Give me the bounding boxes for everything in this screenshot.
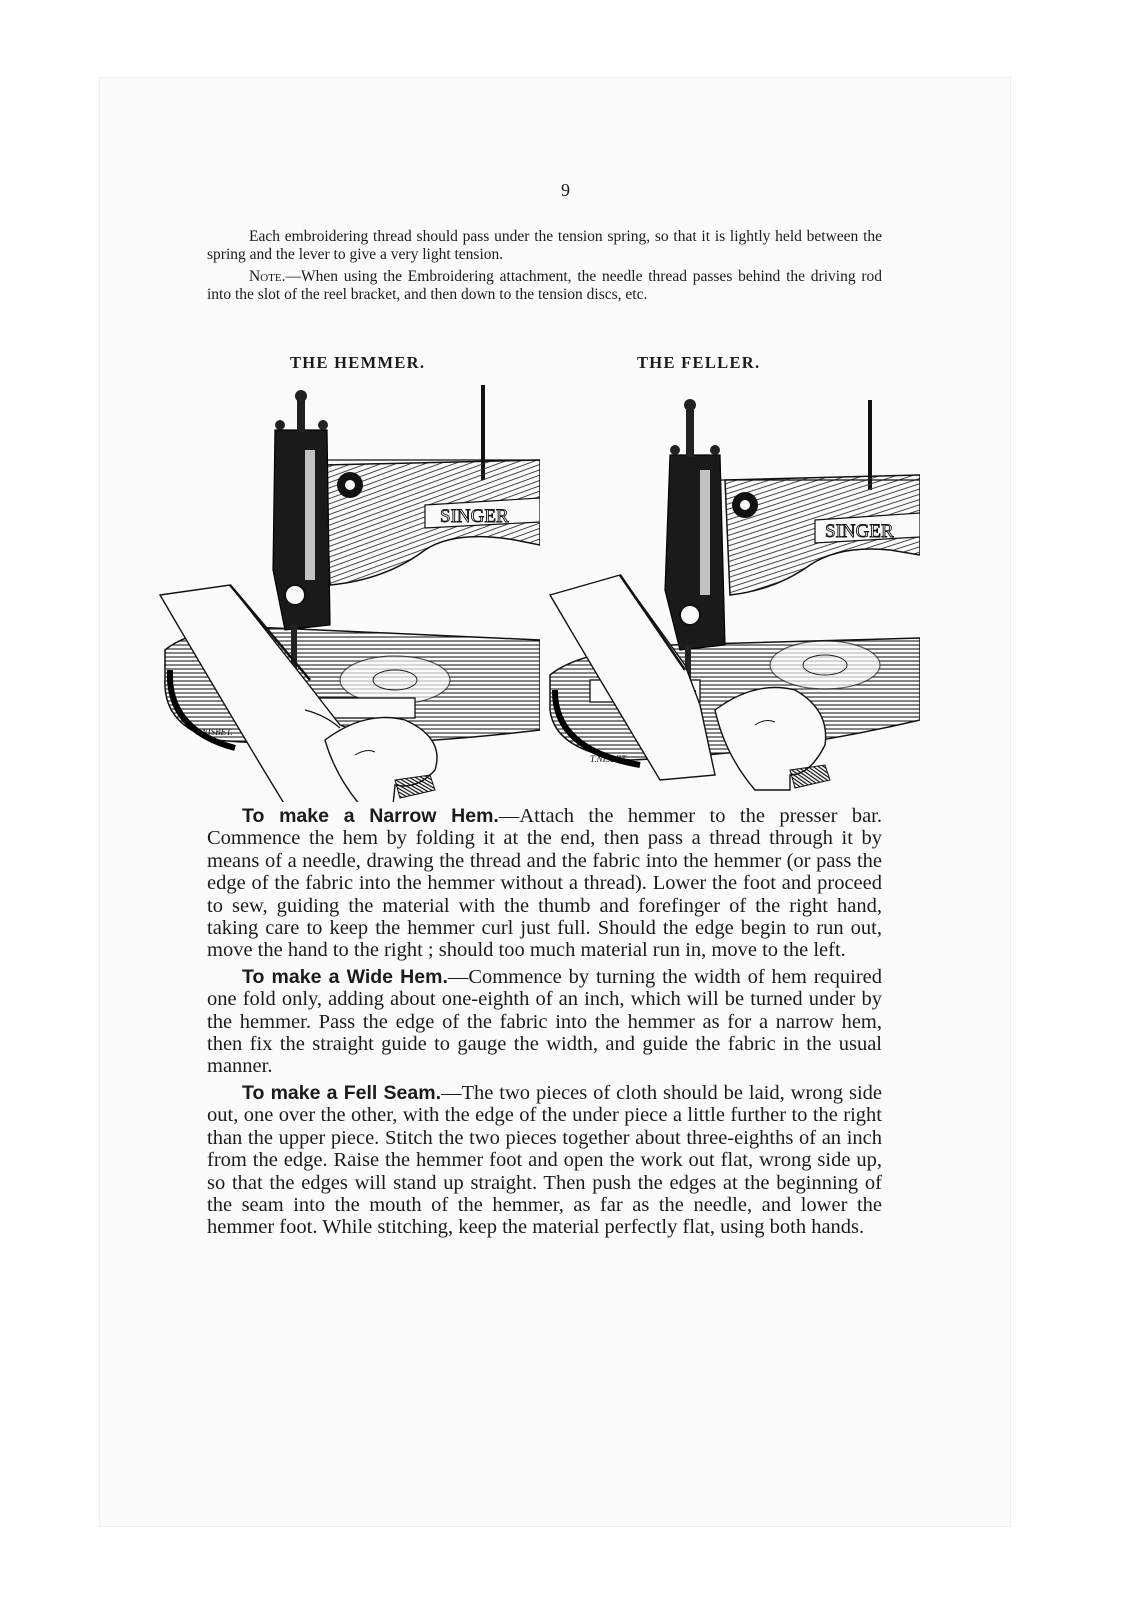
hemmer-signature: T.NISBET. xyxy=(195,727,233,737)
hemmer-brand-text: SINGER xyxy=(440,506,509,527)
feller-illustration xyxy=(540,380,920,802)
note-paragraph xyxy=(207,268,882,304)
intro-text xyxy=(207,228,882,308)
narrow-hem-heading: To make a Narrow Hem. xyxy=(242,805,499,827)
wide-hem-heading: To make a Wide Hem. xyxy=(242,965,448,988)
body-text xyxy=(207,805,882,1243)
fell-seam-paragraph xyxy=(207,1082,882,1239)
hemmer-illustration xyxy=(155,380,540,802)
page-number: 9 xyxy=(561,180,570,200)
narrow-hem-text: —Attach the hemmer to the presser bar. Commence the hem by folding it at the end, then pass a thread through it by means of a needle, drawing the thread and the fabric into the hemmer (or pass the edge of the fabric into the hemmer without a thread). Lower the foot and proceed to sew, guiding the material with the thumb and forefinger of the right hand, taking care to keep the hemmer curl just full. Should the edge begin to run out, move the hand to the right ; should too much material run in, move to the left. xyxy=(207,805,882,962)
narrow-hem-paragraph xyxy=(207,805,882,962)
note-label: Note. xyxy=(249,268,286,285)
wide-hem-paragraph xyxy=(207,966,882,1078)
fell-seam-text: —The two pieces of cloth should be laid, wrong side out, one over the other, with the edge of the under piece a little further to the right than the upper piece. Stitch the two pieces together about three-eighths of an inch from the edge. Raise the hemmer foot and open the work out flat, wrong side up, so that the edges will stand up straight. Then push the edges at the beginning of the seam into the mouth of the hemmer, as far as the needle, and lower the hemmer foot. While stitching, keep the material perfectly flat, using both hands. xyxy=(207,1081,882,1239)
feller-signature: T.NISBET. xyxy=(590,754,628,764)
fell-seam-heading: To make a Fell Seam. xyxy=(242,1081,441,1104)
intro-paragraph: Each embroidering thread should pass under the tension spring, so that it is lightly held between the spring and the lever to give a very light tension. xyxy=(207,228,882,263)
wide-hem-text: —Commence by turning the width of hem required one fold only, adding about one-eighth of an inch, which will be turned under by the hemmer. Pass the edge of the fabric into the hemmer as for a narrow hem, then fix the straight guide to gauge the width, and guide the fabric in the usual manner. xyxy=(207,965,882,1078)
note-text: —When using the Embroidering attachment, the needle thread passes behind the driving rod into the slot of the reel bracket, and then down to the tension discs, etc. xyxy=(207,268,882,303)
hemmer-title: THE HEMMER. xyxy=(290,353,426,372)
feller-brand-text: SINGER xyxy=(825,521,894,542)
feller-title: THE FELLER. xyxy=(637,353,761,372)
